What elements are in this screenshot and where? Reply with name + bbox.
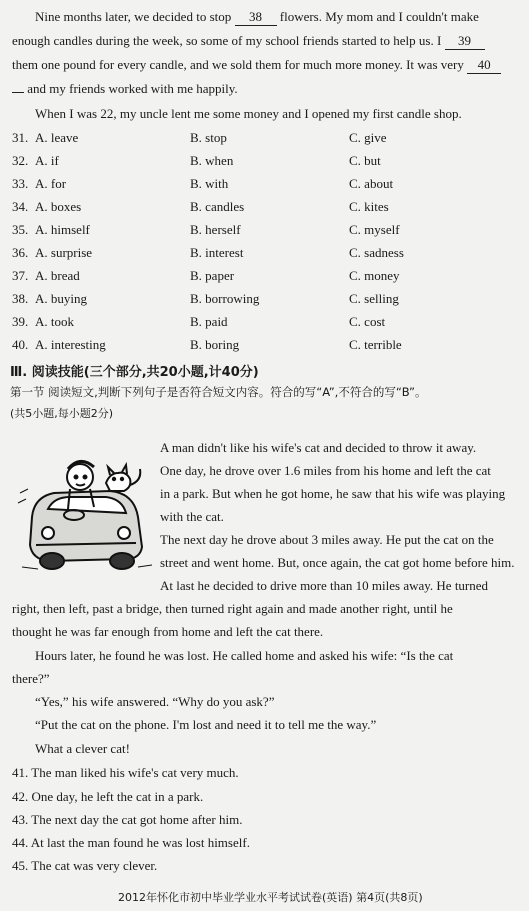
option-c: C. cost — [349, 314, 386, 329]
cloze-line-1 — [35, 9, 479, 26]
passage-line: right, then left, past a bridge, then turned right again and made another right, until he — [12, 601, 453, 616]
option-num: 36. — [12, 245, 29, 260]
option-num: 33. — [12, 176, 29, 191]
tf-question: 45. The cat was very clever. — [12, 858, 158, 873]
option-c: C. sadness — [349, 245, 404, 260]
option-b: B. stop — [190, 130, 227, 145]
option-b: B. with — [190, 176, 229, 191]
option-b: B. borrowing — [190, 291, 260, 306]
cloze-text: enough candles during the week, so some of my school friends started to help us. I — [12, 33, 442, 48]
cloze-text: and my friends worked with me happily. — [27, 81, 238, 96]
option-c: C. give — [349, 130, 387, 145]
option-a: A. boxes — [35, 199, 82, 214]
cloze-text: Nine months later, we decided to stop — [35, 9, 232, 24]
passage-line: thought he was far enough from home and left the cat there. — [12, 624, 324, 639]
option-a: A. surprise — [35, 245, 93, 260]
option-c: C. terrible — [349, 337, 402, 352]
option-c: C. money — [349, 268, 400, 283]
passage-line: with the cat. — [160, 509, 224, 524]
option-a: A. bread — [35, 268, 80, 283]
option-num: 39. — [12, 314, 29, 329]
option-num: 32. — [12, 153, 29, 168]
option-num: 37. — [12, 268, 29, 283]
option-b: B. boring — [190, 337, 240, 352]
section-heading: Ⅲ. 阅读技能(三个部分,共20小题,计40分) — [10, 365, 259, 380]
option-b: B. herself — [190, 222, 241, 237]
option-b: B. paper — [190, 268, 235, 283]
passage-line: At last he decided to drive more than 10 miles away. He turned — [160, 578, 489, 593]
part-instructions: 第一节 阅读短文,判断下列句子是否符合短文内容。符合的写“A”,不符合的写“B”。 — [10, 385, 427, 399]
option-b: B. paid — [190, 314, 228, 329]
option-a: A. for — [35, 176, 67, 191]
tf-question: 42. One day, he left the cat in a park. — [12, 789, 204, 804]
blank-40: 40 — [467, 57, 501, 74]
passage-line: One day, he drove over 1.6 miles from his home and left the cat — [160, 463, 491, 478]
page-footer: 2012年怀化市初中毕业学业水平考试试卷(英语) 第4页(共8页) — [118, 891, 423, 904]
passage-line: Hours later, he found he was lost. He called home and asked his wife: “Is the cat — [35, 648, 454, 663]
cloze-line-3 — [12, 57, 501, 74]
option-a: A. if — [35, 153, 59, 168]
option-b: B. candles — [190, 199, 245, 214]
option-num: 31. — [12, 130, 29, 145]
passage-line: in a park. But when he got home, he saw that his wife was playing — [160, 486, 506, 501]
part-note: (共5小题,每小题2分) — [10, 407, 114, 420]
tf-question: 41. The man liked his wife's cat very much. — [12, 765, 239, 780]
option-c: C. myself — [349, 222, 400, 237]
cloze-text: flowers. My mom and I couldn't make — [279, 9, 479, 24]
cloze-line-4 — [12, 81, 238, 97]
option-c: C. but — [349, 153, 381, 168]
blank-40-tail — [12, 92, 24, 93]
option-a: A. buying — [35, 291, 87, 306]
option-a: A. took — [35, 314, 74, 329]
option-b: B. when — [190, 153, 234, 168]
cloze-line-2 — [12, 33, 485, 50]
passage-line: “Yes,” his wife answered. “Why do you ask?” — [35, 694, 275, 709]
passage-line: What a clever cat! — [35, 741, 130, 756]
passage-line: street and went home. But, once again, the cat got home before him. — [160, 555, 515, 570]
option-num: 40. — [12, 337, 29, 352]
passage-line: there?” — [12, 671, 50, 686]
car-cat-illustration — [14, 447, 156, 575]
option-b: B. interest — [190, 245, 244, 260]
option-a: A. interesting — [35, 337, 106, 352]
passage-line: “Put the cat on the phone. I'm lost and need it to tell me the way.” — [35, 717, 377, 732]
blank-38: 38 — [235, 9, 277, 26]
option-c: C. about — [349, 176, 394, 191]
option-num: 35. — [12, 222, 29, 237]
option-c: C. kites — [349, 199, 389, 214]
cloze-line-5: When I was 22, my uncle lent me some money and I opened my first candle shop. — [35, 106, 462, 121]
tf-question: 44. At last the man found he was lost himself. — [12, 835, 250, 850]
option-a: A. himself — [35, 222, 90, 237]
option-a: A. leave — [35, 130, 79, 145]
option-num: 34. — [12, 199, 29, 214]
passage-line: The next day he drove about 3 miles away. He put the cat on the — [160, 532, 494, 547]
cloze-text: them one pound for every candle, and we sold them for much more money. It was very — [12, 57, 464, 72]
blank-39: 39 — [445, 33, 485, 50]
passage-line: A man didn't like his wife's cat and decided to throw it away. — [160, 440, 477, 455]
option-c: C. selling — [349, 291, 399, 306]
tf-question: 43. The next day the cat got home after him. — [12, 812, 243, 827]
option-num: 38. — [12, 291, 29, 306]
